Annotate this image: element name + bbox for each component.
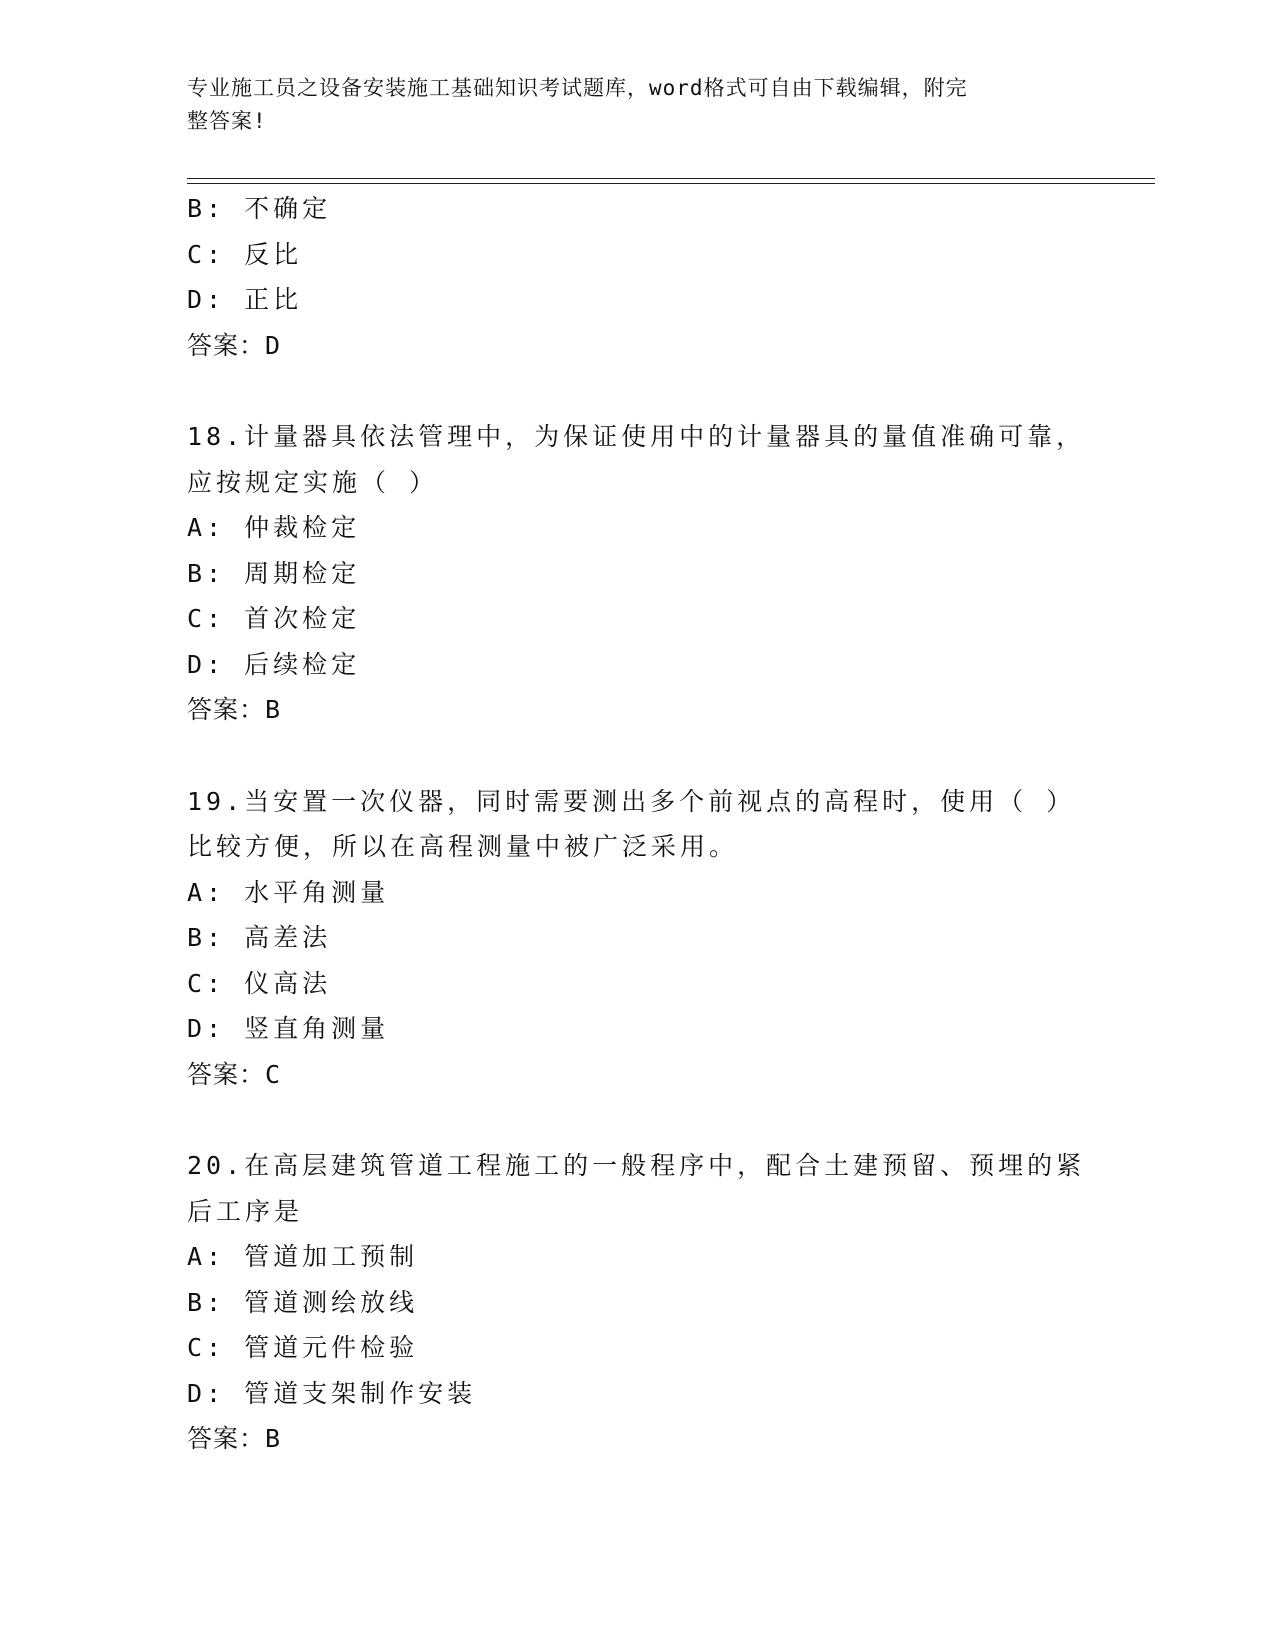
answer-line: 答案：C (187, 1059, 282, 1089)
answer-line: 答案：B (187, 695, 282, 724)
header-divider (187, 178, 1155, 184)
question-17-continued (187, 186, 1107, 368)
option-b: B: 管道测绘放线 (187, 1287, 419, 1317)
option-b: B: 不确定 (187, 194, 332, 223)
option-a: A: 管道加工预制 (187, 1242, 419, 1271)
question-18 (187, 414, 1107, 733)
option-c: C: 仪高法 (187, 968, 332, 998)
option-c: C: 管道元件检验 (187, 1333, 419, 1362)
page-header (187, 72, 1067, 138)
question-text-line-2: 比较方便，所以在高程测量中被广泛采用。 (187, 832, 739, 861)
option-b: B: 周期检定 (187, 558, 361, 588)
option-c: C: 反比 (187, 239, 303, 269)
question-20 (187, 1143, 1107, 1462)
document-body (187, 186, 1107, 1508)
question-text-line-1: 19.当安置一次仪器，同时需要测出多个前视点的高程时，使用（ ） (187, 786, 1076, 816)
header-line-1: 专业施工员之设备安装施工基础知识考试题库，word格式可自由下载编辑，附完 (187, 76, 968, 100)
option-d: D: 正比 (187, 285, 303, 314)
option-a: A: 水平角测量 (187, 877, 390, 907)
answer-line: 答案：D (187, 330, 282, 360)
question-19 (187, 779, 1107, 1098)
option-d: D: 后续检定 (187, 649, 361, 679)
option-d: D: 管道支架制作安装 (187, 1378, 477, 1408)
option-d: D: 竖直角测量 (187, 1014, 390, 1043)
answer-line: 答案：B (187, 1424, 282, 1453)
option-c: C: 首次检定 (187, 604, 361, 633)
option-b: B: 高差法 (187, 923, 332, 952)
question-text-line-2: 应按规定实施（ ） (187, 467, 439, 497)
question-text-line-1: 20.在高层建筑管道工程施工的一般程序中，配合土建预留、预埋的紧 (187, 1151, 1086, 1180)
question-text-line-1: 18.计量器具依法管理中，为保证使用中的计量器具的量值准确可靠， (187, 422, 1086, 451)
header-line-2: 整答案! (187, 109, 267, 133)
question-text-line-2: 后工序是 (187, 1196, 304, 1226)
option-a: A: 仲裁检定 (187, 513, 361, 542)
